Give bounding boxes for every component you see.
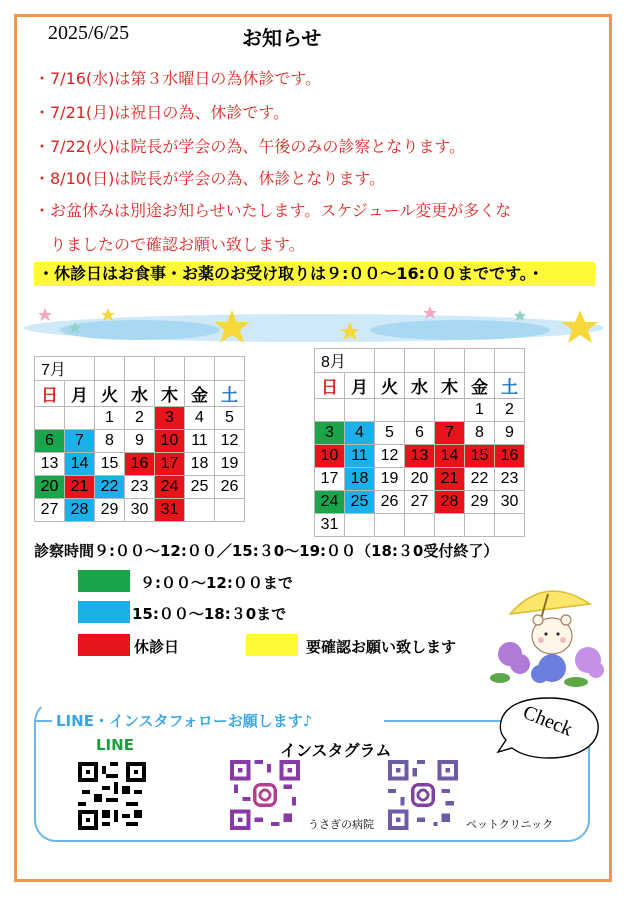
legend-swatch-confirm (246, 634, 298, 656)
calendar-empty-cell (215, 499, 245, 522)
calendar-day: 7 (65, 430, 95, 453)
calendar-day: 5 (215, 407, 245, 430)
calendar-day: 21 (435, 468, 465, 491)
calendar-month-label: 8月 (315, 349, 375, 373)
weekday-sat: 土 (215, 381, 245, 407)
calendar-day: 11 (185, 430, 215, 453)
calendar-day: 2 (495, 399, 525, 422)
calendar-day: 2 (125, 407, 155, 430)
calendar-day: 13 (405, 445, 435, 468)
calendar-day: 7 (435, 422, 465, 445)
weekday-sun: 日 (315, 373, 345, 399)
calendar-week-row (315, 514, 525, 537)
calendar-day: 16 (495, 445, 525, 468)
calendar-empty-cell (405, 399, 435, 422)
calendar-week-row (35, 476, 245, 499)
calendar-day: 22 (465, 468, 495, 491)
notice-continuation: りましたので確認お願い致します。 (50, 235, 305, 254)
calendar-day: 14 (65, 453, 95, 476)
notice-item: ・7/21(月)は祝日の為、休診です。 (34, 103, 290, 122)
legend-swatch-morning (78, 570, 130, 592)
calendar-empty-cell (495, 514, 525, 537)
calendar-day: 31 (155, 499, 185, 522)
bear-umbrella-illustration (490, 574, 610, 692)
calendar-week-row (315, 468, 525, 491)
calendar-day: 27 (405, 491, 435, 514)
calendar-day: 8 (465, 422, 495, 445)
calendar-empty-cell (65, 407, 95, 430)
line-qr-code[interactable] (78, 762, 146, 830)
calendar-day: 24 (315, 491, 345, 514)
follow-border-left (34, 720, 52, 722)
calendar-day: 5 (375, 422, 405, 445)
qr-code-icon (78, 762, 146, 830)
notice-item: ・7/22(火)は院長が学会の為、午後のみの診察となります。 (34, 137, 466, 156)
calendar-day: 29 (95, 499, 125, 522)
weekday-fri: 金 (185, 381, 215, 407)
calendar-day: 12 (215, 430, 245, 453)
weekday-header-row (35, 381, 245, 407)
legend-label-morning: ９:００〜12:００まで (140, 574, 293, 592)
calendar-empty-cell (315, 399, 345, 422)
line-label: LINE (96, 736, 134, 754)
calendar-day: 13 (35, 453, 65, 476)
weekday-wed: 水 (125, 381, 155, 407)
calendar-day: 30 (495, 491, 525, 514)
calendar-day: 10 (315, 445, 345, 468)
weekday-sun: 日 (35, 381, 65, 407)
weekday-tue: 火 (95, 381, 125, 407)
calendar-empty-cell (185, 499, 215, 522)
notice-date: 2025/6/25 (48, 22, 130, 44)
notice-item: ・7/16(水)は第３水曜日の為休診です。 (34, 69, 322, 88)
calendar-week-row (35, 453, 245, 476)
calendar-day: 15 (95, 453, 125, 476)
calendar-empty-cell (35, 407, 65, 430)
calendar-day: 9 (125, 430, 155, 453)
instagram-qr-code-2[interactable] (388, 760, 458, 830)
calendar-week-row (315, 491, 525, 514)
calendar-day: 30 (125, 499, 155, 522)
weekday-tue: 火 (375, 373, 405, 399)
calendar-day: 6 (35, 430, 65, 453)
calendar-day: 8 (95, 430, 125, 453)
legend-swatch-afternoon (78, 601, 130, 623)
pickup-hours-banner: ・休診日はお食事・お薬のお受け取りは９:００〜16:００までです。・ (34, 262, 595, 286)
weekday-sat: 土 (495, 373, 525, 399)
calendar-day: 18 (185, 453, 215, 476)
instagram-qr-code-1[interactable] (230, 760, 300, 830)
calendar-day: 17 (155, 453, 185, 476)
calendar-day: 4 (185, 407, 215, 430)
calendar-week-row (315, 399, 525, 422)
calendar-day: 23 (125, 476, 155, 499)
calendar-week-row (35, 407, 245, 430)
legend-label-confirm: 要確認お願い致します (306, 638, 457, 656)
calendar-day: 17 (315, 468, 345, 491)
follow-title: LINE・インスタフォローお願します♪ (56, 712, 313, 730)
calendar-day: 19 (375, 468, 405, 491)
calendar-day: 1 (95, 407, 125, 430)
legend-label-closed: 休診日 (134, 638, 180, 656)
weekday-mon: 月 (65, 381, 95, 407)
calendar-day: 20 (35, 476, 65, 499)
qr2-caption: ペットクリニック (466, 818, 554, 831)
calendar-day: 3 (315, 422, 345, 445)
calendar-day: 15 (465, 445, 495, 468)
calendar-empty-cell (345, 399, 375, 422)
star-band-decoration (20, 300, 608, 350)
calendar-day: 23 (495, 468, 525, 491)
calendar-day: 24 (155, 476, 185, 499)
calendar-day: 21 (65, 476, 95, 499)
calendar-day: 12 (375, 445, 405, 468)
notice-item: ・お盆休みは別途お知らせいたします。スケジュール変更が多くな (34, 201, 512, 220)
calendar-day: 29 (465, 491, 495, 514)
calendar-day: 28 (435, 491, 465, 514)
notice-item: ・8/10(日)は院長が学会の為、休診となります。 (34, 169, 386, 188)
calendar-day: 31 (315, 514, 345, 537)
calendar-august (314, 348, 525, 537)
calendar-empty-cell (435, 514, 465, 537)
calendar-empty-cell (375, 514, 405, 537)
calendar-empty-cell (405, 514, 435, 537)
calendar-month-label: 7月 (35, 357, 95, 381)
calendar-day: 16 (125, 453, 155, 476)
qr-code-icon (388, 760, 458, 830)
calendar-empty-cell (345, 514, 375, 537)
page-title: お知らせ (242, 26, 322, 50)
calendar-empty-cell (435, 399, 465, 422)
follow-border-right (384, 720, 504, 722)
calendar-day: 20 (405, 468, 435, 491)
qr1-caption: うさぎの病院 (308, 818, 374, 831)
calendar-day: 4 (345, 422, 375, 445)
calendar-week-row (35, 430, 245, 453)
calendar-empty-cell (375, 399, 405, 422)
calendar-week-row (315, 422, 525, 445)
calendar-day: 11 (345, 445, 375, 468)
weekday-wed: 水 (405, 373, 435, 399)
calendar-week-row (315, 445, 525, 468)
calendar-day: 28 (65, 499, 95, 522)
weekday-mon: 月 (345, 373, 375, 399)
calendar-day: 10 (155, 430, 185, 453)
calendar-day: 26 (215, 476, 245, 499)
weekday-header-row (315, 373, 525, 399)
calendar-day: 19 (215, 453, 245, 476)
calendar-day: 9 (495, 422, 525, 445)
calendar-day: 6 (405, 422, 435, 445)
calendar-day: 18 (345, 468, 375, 491)
instagram-label: インスタグラム (280, 741, 392, 760)
qr-code-icon (230, 760, 300, 830)
calendar-day: 22 (95, 476, 125, 499)
calendar-day: 3 (155, 407, 185, 430)
weekday-thu: 木 (155, 381, 185, 407)
consultation-hours: 診察時間９:００〜12:００／15:３0〜19:００（18:３0受付終了） (34, 542, 499, 560)
calendar-week-row (35, 499, 245, 522)
calendar-day: 14 (435, 445, 465, 468)
legend-label-afternoon: 15:００〜18:３0まで (132, 605, 287, 623)
calendar-day: 25 (185, 476, 215, 499)
legend-swatch-closed (78, 634, 130, 656)
calendar-empty-cell (465, 514, 495, 537)
calendar-july (34, 356, 245, 522)
calendar-day: 26 (375, 491, 405, 514)
check-label: Check (519, 701, 576, 741)
calendar-day: 27 (35, 499, 65, 522)
weekday-fri: 金 (465, 373, 495, 399)
calendar-day: 25 (345, 491, 375, 514)
weekday-thu: 木 (435, 373, 465, 399)
calendar-day: 1 (465, 399, 495, 422)
